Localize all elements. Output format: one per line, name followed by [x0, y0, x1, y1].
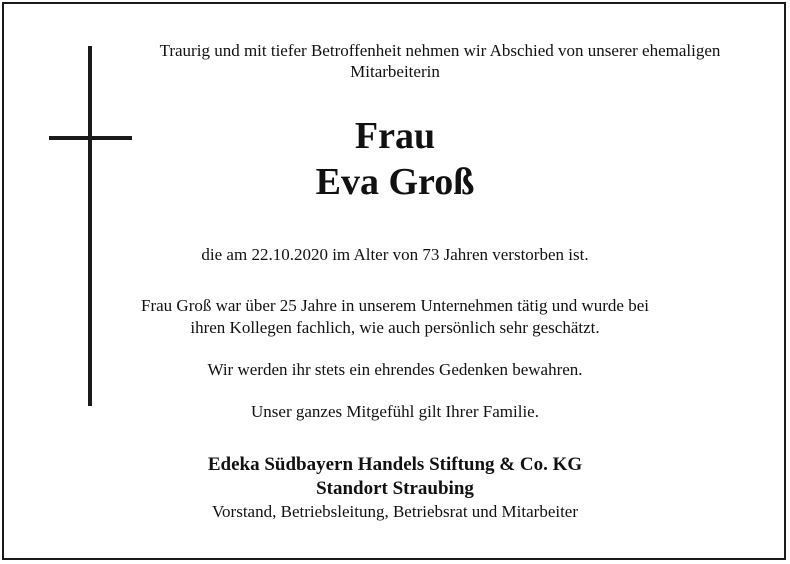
condolence-text: Unser ganzes Mitgefühl gilt Ihrer Familie.: [251, 402, 539, 421]
cross-vertical-bar: [88, 46, 92, 406]
company-location: Standort Straubing: [316, 478, 474, 499]
deceased-name: Eva Groß: [315, 161, 475, 203]
remembrance-text: Wir werden ihr stets ein ehrendes Gedenken bewahren.: [207, 360, 583, 379]
tribute-line-2: ihren Kollegen fachlich, wie auch persönlich sehr geschätzt.: [190, 318, 600, 337]
tribute-line-1: Frau Groß war über 25 Jahre in unserem Unternehmen tätig und wurde bei: [141, 296, 649, 315]
company-name: Edeka Südbayern Handels Stiftung & Co. KG: [207, 454, 583, 475]
death-notice: die am 22.10.2020 im Alter von 73 Jahren verstorben ist.: [201, 245, 589, 264]
signatories: Vorstand, Betriebsleitung, Betriebsrat und Mitarbeiter: [211, 502, 579, 521]
intro-line-2: Mitarbeiterin: [350, 62, 440, 81]
deceased-title: Frau: [354, 115, 436, 157]
intro-line-1: Traurig und mit tiefer Betroffenheit nehmen wir Abschied von unserer ehemaligen: [159, 41, 721, 60]
